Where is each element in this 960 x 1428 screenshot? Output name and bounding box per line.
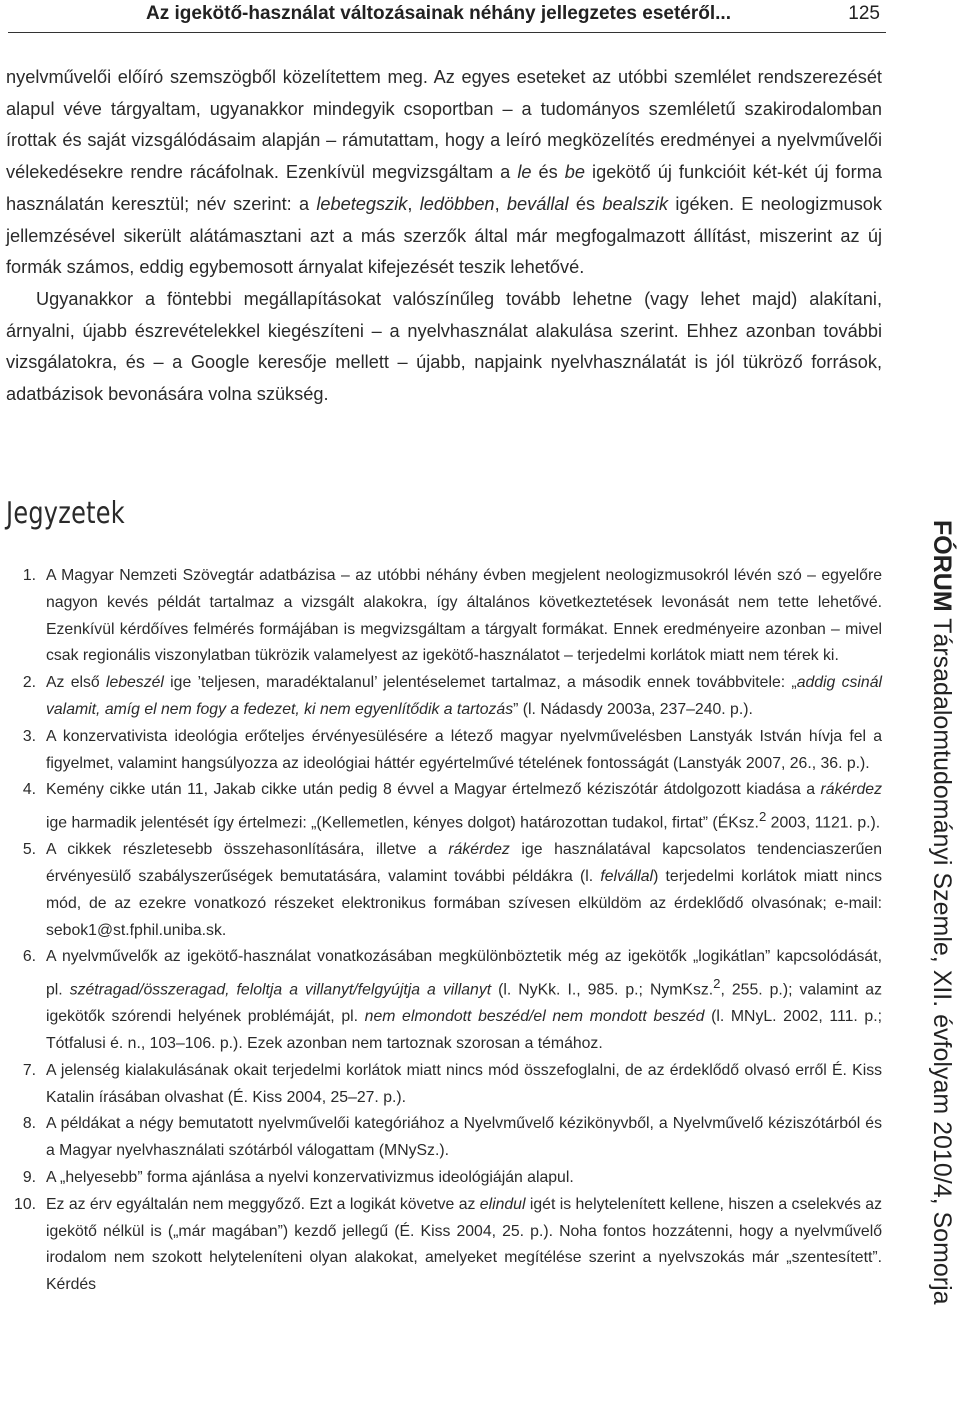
text-run: A nyelvművelők az igekötő-használat vonatkozásában megkülönböztetik még az igekötők „logikátlan” kapcsolódását, pl. — [46, 948, 882, 999]
note-item — [6, 1192, 882, 1299]
text-run: ” (l. Nádasdy 2003a, 237–240. p.). — [513, 700, 753, 718]
page-number: 125 — [848, 3, 880, 24]
text-run: Ugyanakkor a föntebbi megállapításokat valószínűleg tovább lehetne (vagy lehet majd) alakítani, árnyalni, újabb észrevételekkel kiegészíteni – a nyelvhasználat alakulása szerint. Ehhez azonban további vizsgálatokra, és – a Google keresője mellett – újabb, napjaink nyelvhasználatát is jól tükröző források, adatbázisok bevonására volna szükség. — [6, 288, 882, 405]
paragraph — [6, 62, 882, 284]
note-item — [6, 724, 882, 778]
running-title: Az igekötő-használat változásainak néhány jellegzetes esetéről... — [146, 3, 731, 24]
journal-brand: FÓRUM — [928, 520, 956, 612]
note-item — [6, 670, 882, 724]
note-number: 6. — [22, 948, 36, 966]
text-run: A konzervativista ideológia erőteljes érvényesülésére a létező magyar nyelvművelésben Lanstyák István hívja fel a figyelmet, valamint hangsúlyozza az ideológiai háttér egyértelművé tételének fontosságát (Lanstyák 2007, 26., 36. p.). — [46, 727, 882, 772]
note-number: 5. — [22, 841, 36, 859]
side-journal-label — [922, 520, 958, 1428]
text-run: ige használatával kapcsolatos tendenciaszerűen érvényesülő szabályszerűségek bemutatására, valamint további példákra (l. — [46, 841, 882, 886]
italic-run: bealszik — [602, 193, 669, 214]
italic-run: rákérdez — [820, 781, 882, 799]
italic-run: addig csinál valamit, amíg el nem fogy a fedezet, ki nem egyenlítődik a tartozás — [46, 674, 882, 718]
note-item — [6, 837, 882, 944]
text-run: A cikkek részletesebb összehasonlítására, illetve a — [46, 841, 449, 859]
note-item — [6, 1165, 882, 1192]
italic-run: le — [517, 162, 532, 183]
text-run: igéken. E neologizmusok jellemzésével sikerült alátámasztani azt a más szerzők által már megfogalmazott állítást, miszerint az új formák számos, eddig egybemosott árnyalat kifejezését teszik lehetővé. — [6, 193, 883, 278]
text-run: A „helyesebb” forma ajánlása a nyelvi konzervativizmus ideológiáján alapul. — [46, 1169, 574, 1187]
italic-run: rákérdez — [448, 841, 510, 859]
note-item — [6, 777, 882, 837]
text-run: , — [407, 193, 420, 214]
note-number: 7. — [22, 1061, 36, 1079]
text-run: nyelvművelői előíró szemszögből közelítettem meg. Az egyes eseteket az utóbbi szemlélet rendszerezését alapul véve tárgyaltam, ugyanakkor mindegyik csoportban – a tudományos szemléletű szakirodalomban írottak és saját vizsgálódásaim alapján – rámutattam, hogy a leíró megközelítés eredményei a nyelvművelői vélekedésekre rendre rácáfolnak. Ezenkívül megvizsgáltam a — [6, 67, 882, 183]
text-run: igét is helytelenített kellene, hiszen a cselekvés az igekötő nélkül is („már magában”) kezdő jellegű (É. Kiss 2004, 25. p.). Noha fontos hozzátenni, hogy a nyelvművelő irodalom nem szokott helyteleníteni olyan alakokat, amelyeket megítélése szerint a nyelvszokás már „szentesített”. Kérdés — [46, 1195, 882, 1294]
italic-run: ledöbben — [419, 193, 495, 214]
journal-citation: Társadalomtudományi Szemle, XII. évfolyam 2010/4, Somorja — [928, 611, 956, 1305]
note-number: 9. — [22, 1169, 36, 1187]
text-run: A Magyar Nemzeti Szövegtár adatbázisa – az utóbbi néhány évben megjelent neologizmusokról lévén szó – egyelőre nagyon kevés példát tartalmaz a vizsgált alakokra, így általános következtetések levonását nem tette lehetővé. Ezenkívül kérdőíves felmérés formájában is megvizsgáltam a tárgyalt formákat. Ennek eredményeire azonban – mivel csak regionális viszonylatban tükrözik valamelyest az igekötő-használatot – terjedelmi korlátok miatt nem térek ki. — [46, 567, 882, 665]
italic-run: lebeszél — [105, 674, 164, 692]
note-item — [6, 1058, 882, 1112]
notes-heading: Jegyzetek — [6, 496, 125, 531]
text-run: A példákat a négy bemutatott nyelvművelői kategóriához a Nyelvművelő kézikönyvből, a Nyelvművelő kéziszótárból és a Magyar nyelvhasználati szótárból válogattam (MNySz.). — [46, 1115, 882, 1160]
italic-run: nem elmondott beszéd/el nem mondott beszéd — [364, 1008, 705, 1026]
note-item — [6, 944, 882, 1057]
note-number: 10. — [14, 1195, 36, 1213]
note-number: 1. — [22, 567, 36, 584]
italic-run: szétragad/összeragad, feloltja a villanyt/felgyújtja a villanyt — [69, 981, 492, 999]
superscript-run: 2 — [758, 809, 767, 825]
note-item — [6, 563, 882, 670]
text-run: Ez az érv egyáltalán nem meggyőző. Ezt a logikát követve az — [46, 1195, 480, 1213]
italic-run: elindul — [479, 1195, 526, 1213]
text-run: igekötő új funkcióit két-két új forma használatán keresztül; név szerint: a — [6, 162, 882, 214]
running-header — [8, 0, 886, 33]
text-run: Az első — [46, 674, 106, 692]
italic-run: lebetegszik — [316, 193, 408, 214]
note-number: 8. — [22, 1115, 36, 1133]
paragraph — [6, 284, 882, 411]
note-item — [6, 1111, 882, 1165]
text-run: , 255. p.); valamint az igekötők szórendi helyének problémáját, pl. — [46, 981, 882, 1026]
text-run: (l. NyKk. I., 985. p.; NymKsz. — [491, 981, 714, 999]
italic-run: felvállal — [600, 868, 654, 886]
text-run: ige ’teljesen, maradéktalanul’ jelentéselemet tartalmaz, a második ennek továbbvitele: „ — [163, 674, 797, 692]
text-run: , — [494, 193, 507, 214]
main-text — [6, 62, 882, 411]
notes-list — [6, 563, 882, 1299]
note-number: 2. — [22, 674, 36, 692]
superscript-run: 2 — [713, 976, 721, 992]
text-run: 2003, 1121. p.). — [766, 814, 881, 832]
note-number: 4. — [22, 781, 36, 799]
text-run: ige harmadik jelentését így értelmezi: „(Kellemetlen, kényes dolgot) határozottan tudakol, firtat” (ÉKsz. — [46, 814, 759, 832]
note-number: 3. — [22, 727, 36, 745]
text-run: és — [568, 193, 603, 214]
text-run: A jelenség kialakulásának okait terjedelmi korlátok miatt nincs mód összefoglalni, de az érdeklődő olvasó erről É. Kiss Katalin írásában olvashat (É. Kiss 2004, 25–27. p.). — [46, 1061, 882, 1106]
text-run: (l. MNyL. 2002, 111. p.; Tótfalusi é. n., 103–106. p.). Ezek azonban nem tartoznak szorosan a témához. — [46, 1008, 882, 1053]
text-run: Kemény cikke után 11, Jakab cikke után pedig 8 évvel a Magyar értelmező kéziszótár átdolgozott kiadása a — [46, 781, 821, 799]
text-run: és — [531, 162, 565, 183]
text-run: ) terjedelmi korlátok miatt nincs mód, de az ezekre vonatkozó részeket elektronikus formában szívesen elküldöm az érdeklődő olvasónak; e-mail: sebok1@st.fphil.uniba.sk. — [46, 868, 882, 939]
italic-run: be — [564, 162, 585, 183]
italic-run: bevállal — [506, 193, 569, 214]
